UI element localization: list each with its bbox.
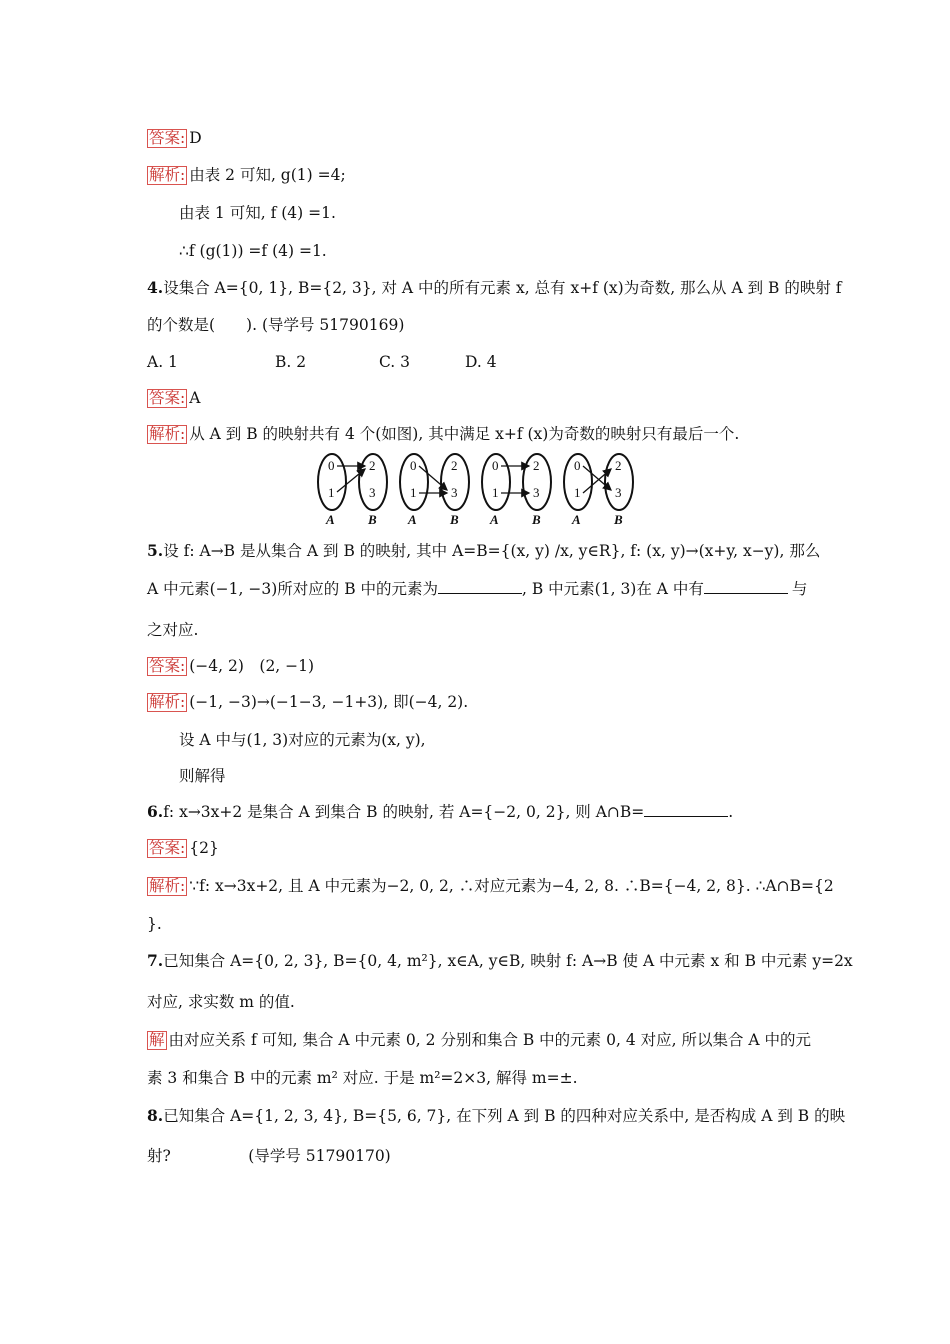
label-0: 0 [328, 458, 335, 473]
q4-number: 4. [147, 278, 164, 297]
label-0: 0 [410, 458, 417, 473]
q3-analysis-1: 由表 2 可知, g(1) =4; [189, 166, 346, 184]
analysis-tag: 解析: [149, 877, 186, 895]
q4-answer-line [147, 388, 200, 408]
label-1: 1 [492, 485, 499, 500]
set-b-label: B [532, 512, 541, 527]
answer-tag: 答案: [149, 839, 186, 857]
label-2: 2 [369, 458, 376, 473]
label-2: 2 [533, 458, 540, 473]
q6-answer-line [147, 838, 219, 858]
q7-stem-line-1 [147, 951, 853, 971]
label-1: 1 [574, 485, 581, 500]
q7-solution-2: 素 3 和集合 B 中的元素 m² 对应. 于是 m²=2×3, 解得 m=±. [147, 1069, 578, 1087]
q5-analysis-2: 设 A 中与(1, 3)对应的元素为(x, y), [179, 731, 426, 749]
q4-stem-line-1 [147, 278, 842, 298]
set-a-label: A [326, 512, 335, 527]
label-2: 2 [615, 458, 622, 473]
q5-stem-line-1 [147, 541, 820, 561]
q6-number: 6. [147, 802, 164, 821]
set-a-label: A [490, 512, 499, 527]
q8-number: 8. [147, 1106, 164, 1125]
q3-analysis-line [147, 165, 346, 185]
q5-stem-2a: A 中元素(−1, −3)所对应的 B 中的元素为 [147, 580, 439, 598]
q5-stem-1: 设 f: A→B 是从集合 A 到 B 的映射, 其中 A=B={(x, y) /x, y∈R}, f: (x, y)→(x+y, x−y), 那么 [163, 542, 821, 560]
q4-analysis-line [147, 424, 739, 444]
analysis-tag: 解析: [149, 425, 186, 443]
q7-solution-1: 由对应关系 f 可知, 集合 A 中元素 0, 2 分别和集合 B 中的元素 0, 4 对应, 所以集合 A 中的元 [168, 1031, 812, 1049]
label-1: 1 [328, 485, 335, 500]
q4-option-b: B. 2 [275, 353, 307, 371]
q5-analysis-1: (−1, −3)→(−1−3, −1+3), 即(−4, 2). [189, 693, 469, 711]
q7-stem-1: 已知集合 A={0, 2, 3}, B={0, 4, m²}, x∈A, y∈B, 映射 f: A→B 使 A 中元素 x 和 B 中元素 y=2x [163, 952, 853, 970]
q6-stem-b: . [728, 803, 734, 821]
q4-option-a: A. 1 [147, 353, 178, 371]
q4-option-c: C. 3 [379, 353, 411, 371]
q3-answer-line [147, 128, 202, 148]
q5-answer-line [147, 656, 314, 676]
q5-analysis-3: 则解得 [179, 767, 226, 785]
label-3: 3 [369, 485, 376, 500]
set-a-label: A [572, 512, 581, 527]
set-a-label: A [408, 512, 417, 527]
q5-stem-3: 之对应. [147, 621, 199, 639]
mapping-diagram [312, 452, 642, 530]
answer-tag: 答案: [149, 389, 186, 407]
q3-answer: D [189, 129, 202, 147]
q6-analysis-line [147, 876, 834, 896]
mapping-3 [482, 454, 551, 527]
mapping-2 [400, 454, 469, 527]
mapping-1 [318, 454, 387, 527]
q5-stem-2b: , B 中元素(1, 3)在 A 中有 [522, 580, 704, 598]
q4-analysis: 从 A 到 B 的映射共有 4 个(如图), 其中满足 x+f (x)为奇数的映射只有最后一个. [189, 425, 740, 443]
q5-stem-line-2 [147, 579, 807, 599]
q5-blank-1[interactable] [438, 579, 522, 594]
q5-answer: (−4, 2) (2, −1) [189, 657, 315, 675]
q4-answer: A [189, 389, 201, 407]
q3-analysis-2: 由表 1 可知, f (4) =1. [179, 204, 336, 222]
q8-stem-line-1 [147, 1106, 845, 1126]
answer-tag: 答案: [149, 129, 186, 147]
q7-number: 7. [147, 951, 164, 970]
analysis-tag: 解析: [149, 693, 186, 711]
label-1: 1 [410, 485, 417, 500]
q8-stem-1: 已知集合 A={1, 2, 3, 4}, B={5, 6, 7}, 在下列 A 到 B 的四种对应关系中, 是否构成 A 到 B 的映 [163, 1107, 846, 1125]
q6-analysis-2: }. [147, 915, 162, 933]
set-b-label: B [450, 512, 459, 527]
q4-options [147, 352, 497, 372]
q5-blank-2[interactable] [704, 579, 788, 594]
mapping-4 [564, 454, 633, 527]
q4-option-d: D. 4 [465, 353, 497, 371]
label-3: 3 [615, 485, 622, 500]
q6-stem-line [147, 802, 733, 822]
solution-tag: 解 [149, 1031, 165, 1049]
set-b-label: B [614, 512, 623, 527]
answer-tag: 答案: [149, 657, 186, 675]
q5-stem-2c: 与 [791, 580, 808, 598]
q4-stem-1: 设集合 A={0, 1}, B={2, 3}, 对 A 中的所有元素 x, 总有 x+f (x)为奇数, 那么从 A 到 B 的映射 f [163, 279, 842, 297]
q5-analysis-line [147, 692, 468, 712]
q6-stem-a: f: x→3x+2 是集合 A 到集合 B 的映射, 若 A={−2, 0, 2}, 则 A∩B= [163, 803, 645, 821]
label-3: 3 [451, 485, 458, 500]
label-0: 0 [574, 458, 581, 473]
label-0: 0 [492, 458, 499, 473]
q5-number: 5. [147, 541, 164, 560]
set-b-label: B [368, 512, 377, 527]
q7-solution-line-1 [147, 1030, 811, 1050]
q6-answer: {2} [189, 839, 219, 857]
label-3: 3 [533, 485, 540, 500]
q6-blank[interactable] [644, 802, 728, 817]
q8-stem-2: 射? (导学号 51790170) [147, 1147, 391, 1165]
q4-stem-2: 的个数是( ). (导学号 51790169) [147, 316, 405, 334]
q7-stem-2: 对应, 求实数 m 的值. [147, 993, 295, 1011]
label-2: 2 [451, 458, 458, 473]
analysis-tag: 解析: [149, 166, 186, 184]
q3-analysis-3: ∴f (g(1)) =f (4) =1. [179, 242, 327, 260]
q6-analysis-1: ∵f: x→3x+2, 且 A 中元素为−2, 0, 2, ∴对应元素为−4, 2, 8. ∴B={−4, 2, 8}. ∴A∩B={2 [189, 877, 834, 895]
